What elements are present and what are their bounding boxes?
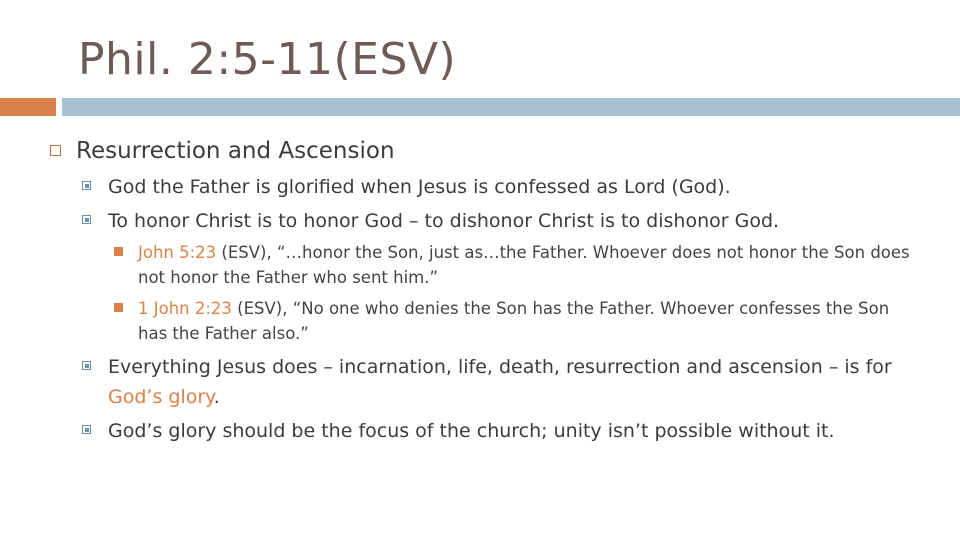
accent-bar-blue [62, 98, 960, 116]
bullet-text: To honor Christ is to honor God – to dishonor Christ is to dishonor God. [108, 210, 780, 232]
filled-square-bullet-icon [114, 303, 123, 312]
square-bullet-icon [82, 425, 91, 434]
bullet-level2-gods-glory-focus [44, 416, 920, 446]
highlight-text: God’s glory [108, 386, 214, 408]
scripture-reference: 1 John 2:23 [138, 299, 232, 318]
square-bullet-icon [82, 361, 91, 370]
square-bullet-icon [82, 215, 91, 224]
accent-bar-orange [0, 98, 56, 116]
bullet-level1-resurrection [44, 138, 920, 164]
slide-content [44, 138, 920, 450]
bullet-text: Everything Jesus does – incarnation, life, death, resurrection and ascension – is for [108, 356, 892, 378]
bullet-text: (ESV), “…honor the Son, just as…the Father. Whoever does not honor the Son does not honor the Father who sent him.” [138, 243, 910, 287]
bullet-text: God the Father is glorified when Jesus is confessed as Lord (God). [108, 176, 731, 198]
bullet-level3-1-john-2-23 [44, 296, 920, 346]
bullet-level3-john-5-23 [44, 240, 920, 290]
bullet-level2-everything-jesus-does [44, 352, 920, 412]
bullet-level2-honor-christ [44, 206, 920, 236]
filled-square-bullet-icon [114, 247, 123, 256]
bullet-text: God’s glory should be the focus of the church; unity isn’t possible without it. [108, 420, 835, 442]
hollow-square-bullet-icon [50, 145, 61, 156]
bullet-suffix: . [213, 386, 220, 408]
scripture-reference: John 5:23 [138, 243, 217, 262]
bullet-text: (ESV), “No one who denies the Son has the Father. Whoever confesses the Son has the Father also.” [138, 299, 890, 343]
bullet-level2-father-glorified [44, 172, 920, 202]
square-bullet-icon [82, 181, 91, 190]
bullet-text: Resurrection and Ascension [76, 138, 395, 164]
slide-title: Phil. 2:5-11(ESV) [78, 34, 457, 85]
